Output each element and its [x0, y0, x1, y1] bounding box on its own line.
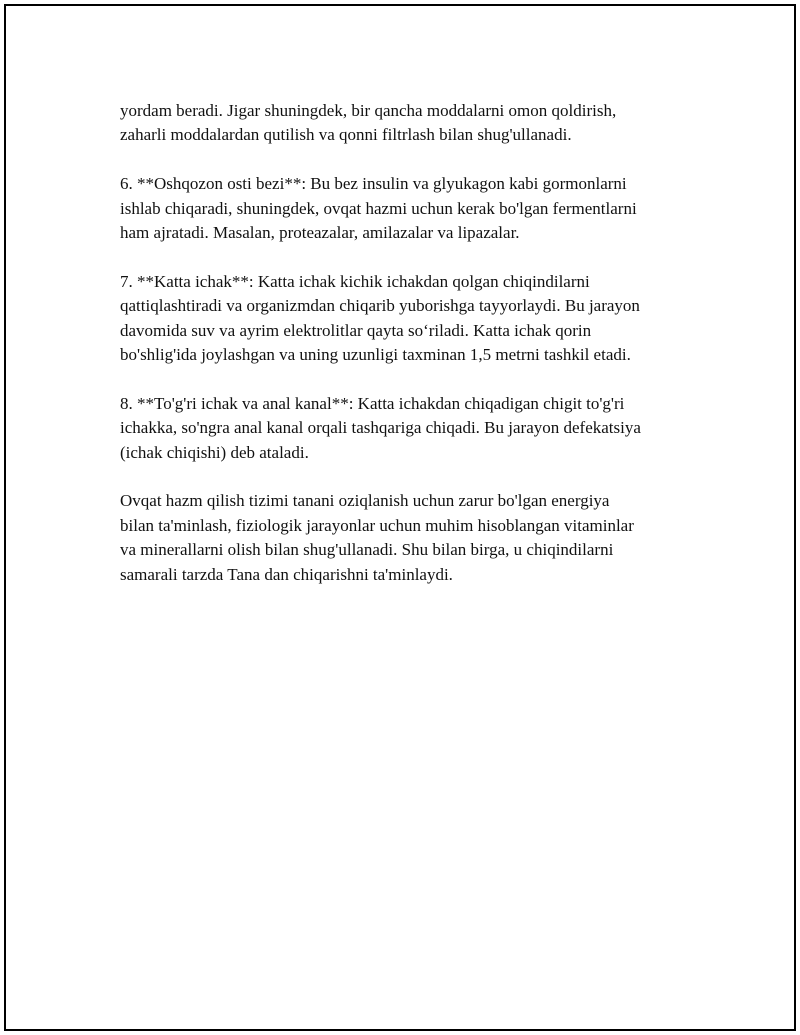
- text-line: qattiqlashtiradi va organizmdan chiqarib yuborishga tayyorlaydi. Bu jarayon: [120, 296, 640, 316]
- text-line: 6. **Oshqozon osti bezi**: Bu bez insulin va glyukagon kabi gormonlarni: [120, 174, 627, 194]
- page-frame: [4, 4, 796, 1031]
- text-line: 7. **Katta ichak**: Katta ichak kichik ichakdan qolgan chiqindilarni: [120, 271, 590, 291]
- text-line: Ovqat hazm qilish tizimi tanani oziqlanish uchun zarur bo'lgan energiya: [120, 491, 610, 511]
- text-line: (ichak chiqishi) deb ataladi.: [120, 442, 309, 462]
- text-line: ichakka, so'ngra anal kanal orqali tashqariga chiqadi. Bu jarayon defekatsiya: [120, 418, 641, 438]
- document-body: [120, 99, 700, 611]
- paragraph-conclusion: [120, 489, 700, 587]
- text-line: ishlab chiqaradi, shuningdek, ovqat hazmi uchun kerak bo'lgan fermentlarni: [120, 198, 637, 218]
- text-line: samarali tarzda Tana dan chiqarishni ta'minlaydi.: [120, 564, 453, 584]
- text-line: va minerallarni olish bilan shug'ullanadi. Shu bilan birga, u chiqindilarni: [120, 540, 614, 560]
- text-line: ham ajratadi. Masalan, proteazalar, amilazalar va lipazalar.: [120, 223, 520, 243]
- paragraph-pancreas: [120, 172, 700, 245]
- text-line: zaharli moddalardan qutilish va qonni filtrlash bilan shug'ullanadi.: [120, 125, 572, 145]
- paragraph-liver-continuation: [120, 99, 700, 148]
- paragraph-large-intestine: [120, 270, 700, 368]
- text-line: davomida suv va ayrim elektrolitlar qayta so‘riladi. Katta ichak qorin: [120, 320, 592, 340]
- text-line: yordam beradi. Jigar shuningdek, bir qancha moddalarni omon qoldirish,: [120, 101, 617, 120]
- text-line: bilan ta'minlash, fiziologik jarayonlar uchun muhim hisoblangan vitaminlar: [120, 515, 634, 535]
- paragraph-rectum: [120, 392, 700, 465]
- text-line: 8. **To'g'ri ichak va anal kanal**: Katta ichakdan chiqadigan chigit to'g'ri: [120, 393, 625, 413]
- text-line: bo'shlig'ida joylashgan va uning uzunligi taxminan 1,5 metrni tashkil etadi.: [120, 345, 631, 365]
